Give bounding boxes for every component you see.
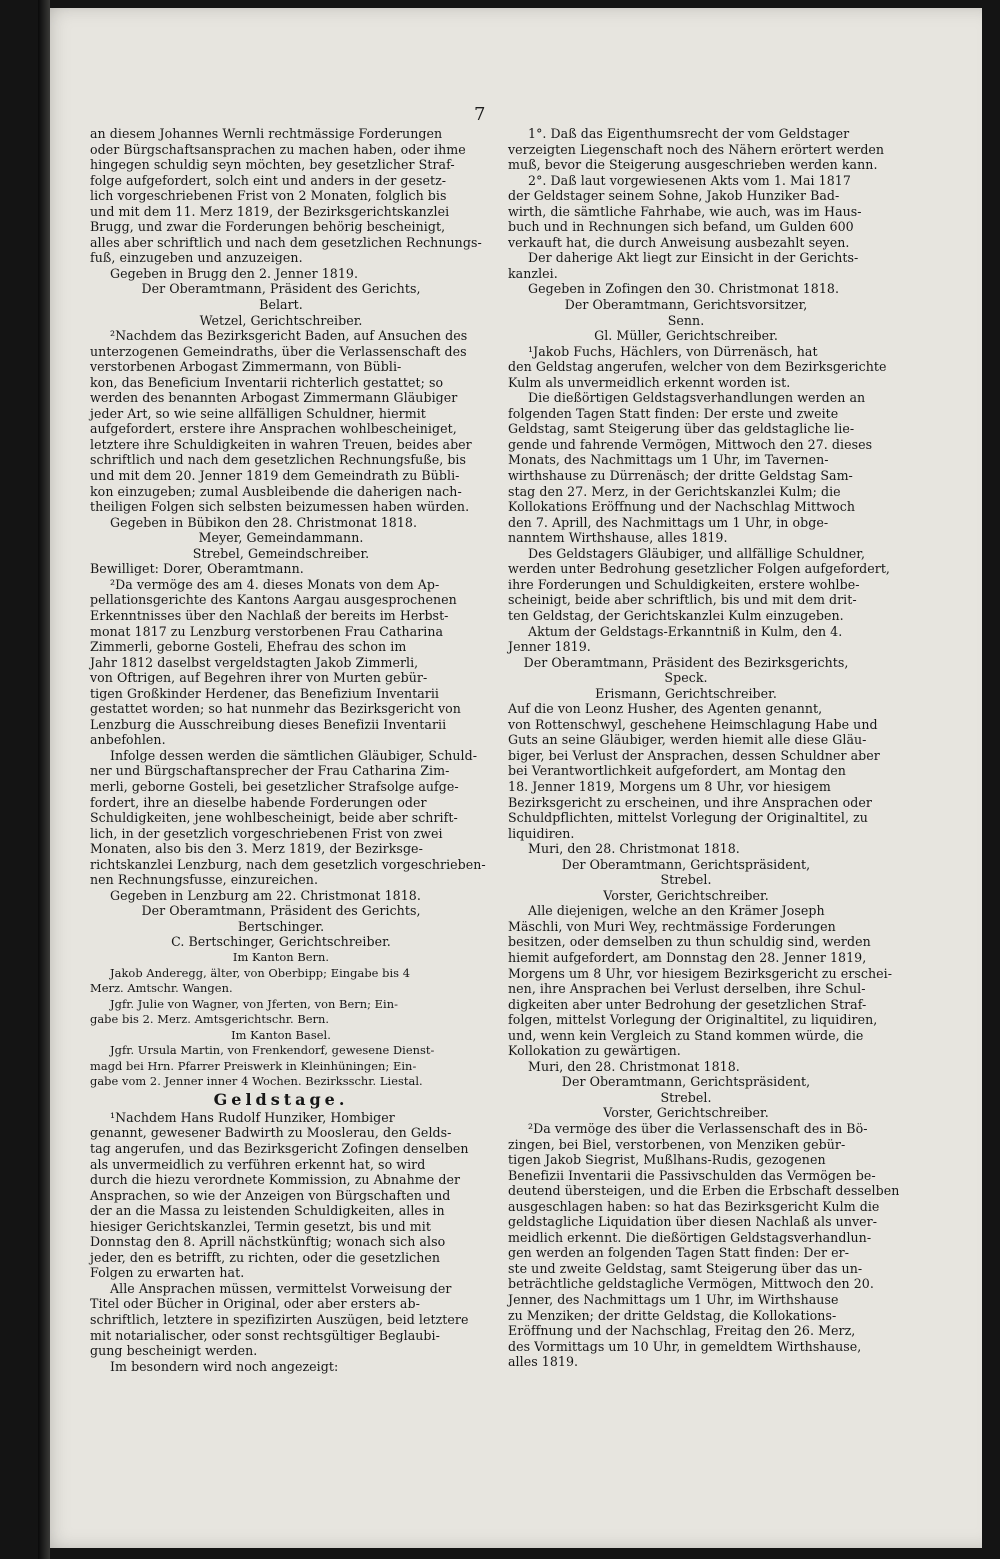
right-column-line: Muri, den 28. Christmonat 1818. [528,841,740,857]
left-column-line: Bertschinger. [237,918,325,934]
left-column-line: tag angerufen, und das Bezirksgericht Zofingen denselben [90,1141,469,1156]
left-column-line: werden des benannten Arbogast Zimmermann Gläubiger [90,390,458,406]
right-column-line: Bezirksgericht zu erscheinen, und ihre Ansprachen oder [508,794,872,810]
right-column-line: Alle diejenigen, welche an den Krämer Joseph [528,903,825,919]
right-column-line: zingen, bei Biel, verstorbenen, von Menziken gebür- [508,1136,846,1152]
left-column-line: Im besondern wird noch angezeigt: [110,1358,339,1374]
right-column-line: der Geldstager seinem Sohne, Jakob Hunziker Bad- [508,188,840,204]
right-column-line: nanntem Wirthshause, alles 1819. [508,530,728,546]
right-column-line: Des Geldstagers Gläubiger, und allfällige Schuldner, [528,545,866,561]
left-column-line: Brugg, und zwar die Forderungen behörig bescheinigt, [90,219,446,235]
left-column-line: lich, in der gesetzlich vorgeschriebenen Frist von zwei [90,825,443,841]
left-column-line: Bewilliget: Dorer, Oberamtmann. [90,561,304,577]
right-column-line: den Geldstag angerufen, welcher von dem Bezirksgerichte [508,359,887,375]
right-column-line: verzeigten Liegenschaft noch des Nähern erörtert werden [508,141,885,157]
left-column-line: Zimmerli, geborne Gosteli, Ehefrau des schon im [90,639,407,655]
right-column-line: folgen, mittelst Vorlegung der Originaltitel, zu liquidiren, [508,1012,878,1028]
left-column-line: Der Oberamtmann, Präsident des Gerichts, [141,903,421,919]
left-column-line: folge aufgefordert, solch eint und anders in der gesetz- [90,172,447,188]
right-column-line: Benefizii Inventarii die Passivschulden das Vermögen be- [508,1167,876,1183]
right-column-line: des Vormittags um 10 Uhr, in gemeldtem Wirthshause, [508,1338,862,1354]
right-column-line: Muri, den 28. Christmonat 1818. [528,1058,740,1074]
right-column-line: Speck. [664,670,708,686]
left-column-line: Meyer, Gemeindammann. [198,530,364,546]
right-column-line: 18. Jenner 1819, Morgens um 8 Uhr, vor hiesigem [508,778,831,794]
right-column-line: Jenner 1819. [508,639,591,655]
left-column-line: ²Nachdem das Bezirksgericht Baden, auf Ansuchen des [110,328,468,344]
left-column-line: Jahr 1812 daselbst vergeldstagten Jakob Zimmerli, [90,654,419,670]
left-column-line: an diesem Johannes Wernli rechtmässige Forderungen [90,126,443,141]
right-column-line: Vorster, Gerichtschreiber. [603,1105,769,1121]
right-column-line: ten Geldstag, der Gerichtskanzlei Kulm einzugeben. [508,607,844,623]
right-column-line: buch und in Rechnungen sich befand, um Gulden 600 [508,219,854,235]
left-column-line: ²Da vermöge des am 4. dieses Monats von dem Ap- [110,576,440,592]
left-column-line: Jgfr. Ursula Martin, von Frenkendorf, gewesene Dienst- [110,1043,435,1058]
left-column-line: ner und Bürgschaftansprecher der Frau Catharina Zim- [90,763,450,779]
left-column-line: Im Kanton Bern. [232,949,330,964]
left-column-line: monat 1817 zu Lenzburg verstorbenen Frau Catharina [90,623,444,639]
left-column-line: nen Rechnungsfusse, einzureichen. [90,872,319,888]
left-column-line: genannt, gewesener Badwirth zu Mooslerau, den Gelds- [90,1125,452,1141]
right-column-line: ²Da vermöge des über die Verlassenschaft des in Bö- [528,1121,868,1136]
right-column-line: Strebel. [660,872,712,888]
left-column-line: aufgefordert, erstere ihre Ansprachen wohlbescheiniget, [90,421,457,437]
left-column-line: Im Kanton Basel. [231,1027,331,1042]
right-column-line: Der Oberamtmann, Gerichtspräsident, [561,856,811,872]
right-column-line: alles 1819. [508,1354,579,1370]
left-column-line: kon, das Beneficium Inventarii richterlich gestattet; so [90,374,444,390]
left-column-line: Jakob Anderegg, älter, von Oberbipp; Eingabe bis 4 [110,965,411,980]
left-column-line: fordert, ihre an dieselbe habende Forderungen oder [90,794,427,810]
right-column-line: Vorster, Gerichtschreiber. [603,887,769,903]
right-column-line: Guts an seine Gläubiger, werden hiemit alle diese Gläu- [508,732,867,748]
left-column-line: gabe vom 2. Jenner inner 4 Wochen. Bezirksschr. Liestal. [90,1074,423,1089]
right-column-line: stag den 27. Merz, in der Gerichtskanzlei Kulm; die [508,483,841,499]
left-column-line: und mit dem 20. Jenner 1819 dem Gemeindrath zu Bübli- [90,468,460,484]
right-column-line: ¹Jakob Fuchs, Hächlers, von Dürrenäsch, hat [528,343,818,359]
left-column-line: Wetzel, Gerichtschreiber. [199,312,363,328]
left-column-line: Merz. Amtschr. Wangen. [90,981,233,996]
left-column-line: Jgfr. Julie von Wagner, von Jferten, von Bern; Ein- [110,996,399,1011]
left-column-line: C. Bertschinger, Gerichtschreiber. [171,934,391,950]
right-column-line: gende und fahrende Vermögen, Mittwoch den 27. dieses [508,436,873,452]
left-column-line: Der Oberamtmann, Präsident des Gerichts, [141,281,421,297]
right-column-line: Jenner, des Nachmittags um 1 Uhr, im Wirthshause [508,1292,839,1308]
right-column-line: digkeiten aber unter Bedrohung der gesetzlichen Straf- [508,996,867,1012]
left-column-line: kon einzugeben; zumal Ausbleibende die daherigen nach- [90,483,462,499]
left-column-line: anbefohlen. [90,732,166,748]
left-column-line: durch die hiezu verordnete Kommission, zu Abnahme der [90,1172,461,1188]
right-column-line: Geldstag, samt Steigerung über das geldstagliche lie- [508,421,855,437]
left-column-line: Erkenntnisses über den Nachlaß der bereits im Herbst- [90,607,449,623]
left-column-line: Folgen zu erwarten hat. [90,1265,245,1281]
left-column-line: gestattet worden; so hat nunmehr das Bezirksgericht von [90,701,461,717]
left-column-line: unterzogenen Gemeindraths, über die Verlassenschaft des [90,343,467,359]
right-column-line: biger, bei Verlust der Ansprachen, dessen Schuldner aber [508,747,880,763]
left-column-line: tigen Großkinder Herdener, das Benefizium Inventarii [90,685,440,701]
left-column-line: theiligen Folgen sich selbsten beizumessen haben würden. [90,499,470,515]
right-column-line: Auf die von Leonz Husher, des Agenten genannt, [508,701,823,717]
right-column-line: Aktum der Geldstags-Erkanntniß in Kulm, den 4. [528,623,843,639]
right-column-line: Kollokation zu gewärtigen. [508,1043,681,1059]
left-column-line: Strebel, Gemeindschreiber. [192,545,370,561]
left-column-line: magd bei Hrn. Pfarrer Preiswerk in Kleinhüningen; Ein- [90,1058,417,1073]
left-column-line: Gegeben in Lenzburg am 22. Christmonat 1818. [110,887,421,903]
right-column-line: muß, bevor die Steigerung ausgeschrieben werden kann. [508,157,878,173]
left-column-line: ¹Nachdem Hans Rudolf Hunziker, Hombiger [110,1109,395,1125]
right-column [508,126,900,1370]
right-column-line: Kollokations Eröffnung und der Nachschlag Mittwoch [508,499,856,515]
left-column-line: Alle Ansprachen müssen, vermittelst Vorweisung der [110,1280,452,1296]
left-column-line: lich vorgeschriebenen Frist von 2 Monaten, folglich bis [90,188,447,204]
right-column-line: Strebel. [660,1089,712,1105]
right-column-line: deutend übersteigen, und die Erben die Erbschaft desselben [508,1183,900,1199]
left-column-line: richtskanzlei Lenzburg, nach dem gesetzlich vorgeschrieben- [90,856,486,872]
left-column-line: und mit dem 11. Merz 1819, der Bezirksgerichtskanzlei [90,203,450,219]
left-column-line: hingegen schuldig seyn möchten, bey gesetzlicher Straf- [90,157,455,173]
left-column-line: Belart. [259,297,303,313]
right-column-line: beträchtliche geldstagliche Vermögen, Mittwoch den 20. [508,1276,874,1292]
right-column-line: 2°. Daß laut vorgewiesenen Akts vom 1. Mai 1817 [528,172,851,188]
left-column-line: der an die Massa zu leistenden Schuldigkeiten, alles in [90,1203,445,1219]
right-column-line: Morgens um 8 Uhr, vor hiesigem Bezirksgericht zu erschei- [508,965,893,981]
right-column-line: Erismann, Gerichtschreiber. [595,685,777,701]
binding-fold [38,0,50,1559]
right-column-line: Der Oberamtmann, Gerichtsvorsitzer, [564,297,808,313]
right-column-line: besitzen, oder demselben zu thun schuldig sind, werden [508,934,871,950]
right-column-line: und, wenn kein Vergleich zu Stand kommen würde, die [508,1027,864,1043]
right-column-line: liquidiren. [508,825,575,841]
right-column-line: bei Verantwortlichkeit aufgefordert, am Montag den [508,763,846,779]
right-column-line: folgenden Tagen Statt finden: Der erste und zweite [508,405,839,421]
right-column-line: Kulm als unvermeidlich erkennt worden ist. [508,374,791,390]
right-column-line: von Rottenschwyl, geschehene Heimschlagung Habe und [508,716,878,732]
left-column-line: Ansprachen, so wie der Anzeigen von Bürgschaften und [90,1187,451,1203]
right-column-line: ihre Forderungen und Schuldigkeiten, erstere wohlbe- [508,576,860,592]
right-column-line: verkauft hat, die durch Anweisung ausbezahlt seyen. [508,234,850,250]
left-column-line: alles aber schriftlich und nach dem gesetzlichen Rechnungs- [90,234,482,250]
right-column-line: den 7. Aprill, des Nachmittags um 1 Uhr, in obge- [508,514,829,530]
right-column-line: Der daherige Akt liegt zur Einsicht in der Gerichts- [528,250,859,266]
left-column-line: als unvermeidlich zu verführen erkennt hat, so wird [90,1156,426,1172]
right-column-line: ste und zweite Geldstag, samt Steigerung über das un- [508,1260,863,1276]
right-column-line: wirth, die sämtliche Fahrhabe, wie auch, was im Haus- [508,203,862,219]
left-column-line: letztere ihre Schuldigkeiten in wahren Treuen, beides aber [90,436,472,452]
right-column-line: Senn. [667,312,705,328]
left-column-line: Infolge dessen werden die sämtlichen Gläubiger, Schuld- [110,747,478,763]
left-column-line: schriftlich und nach dem gesetzlichen Rechnungsfuße, bis [90,452,467,468]
left-column-line: schriftlich, letztere in spezifizirten Auszügen, beid letztere [90,1312,469,1328]
right-column-line: Der Oberamtmann, Gerichtspräsident, [561,1074,811,1090]
left-column [90,126,486,1374]
left-column-line: von Oftrigen, auf Begehren ihrer von Murten gebür- [90,670,428,686]
left-column-line: verstorbenen Arbogast Zimmermann, von Bübli- [90,359,402,375]
right-column-line: geldstagliche Liquidation über diesen Nachlaß als unver- [508,1214,878,1230]
right-column-line: tigen Jakob Siegrist, Mußlhans-Rudis, gezogenen [508,1152,826,1168]
left-column-line: Schuldigkeiten, jene wohlbescheinigt, beide aber schrift- [90,810,458,826]
right-column-line: nen, ihre Ansprachen bei Verlust derselben, ihre Schul- [508,981,866,997]
left-column-line: gung bescheinigt werden. [90,1343,258,1359]
right-column-line: werden unter Bedrohung gesetzlicher Folgen aufgefordert, [508,561,890,577]
right-column-line: scheinigt, beide aber schriftlich, bis und mit dem drit- [508,592,857,608]
left-column-line: merli, geborne Gosteli, bei gesetzlicher Strafsolge aufge- [90,778,459,794]
left-column-line: pellationsgerichte des Kantons Aargau ausgesprochenen [90,592,457,608]
left-column-line: Monaten, also bis den 3. Merz 1819, der Bezirksge- [90,841,423,857]
right-column-line: zu Menziken; der dritte Geldstag, die Kollokations- [508,1307,837,1323]
right-column-line: Gl. Müller, Gerichtschreiber. [594,328,778,344]
right-column-line: Die dießörtigen Geldstagsverhandlungen werden an [528,390,866,406]
right-column-line: Gegeben in Zofingen den 30. Christmonat 1818. [528,281,840,297]
left-column-line: fuß, einzugeben und anzuzeigen. [90,250,303,266]
right-column-line: Schuldpflichten, mittelst Vorlegung der Originaltitel, zu [508,810,868,826]
right-column-line: Monats, des Nachmittags um 1 Uhr, im Tavernen- [508,452,829,468]
left-column-line: jeder Art, so wie seine allfälligen Schuldner, hiermit [90,405,426,421]
page-number: 7 [474,104,486,125]
right-column-line: gen werden an folgenden Tagen Statt finden: Der er- [508,1245,850,1261]
left-column-line: oder Bürgschaftsansprachen zu machen haben, oder ihme [90,141,466,157]
right-column-line: ausgeschlagen haben: so hat das Bezirksgericht Kulm die [508,1198,880,1214]
left-column-line: Titel oder Bücher in Original, oder aber ersters ab- [90,1296,420,1312]
right-column-line: meidlich erkennt. Die dießörtigen Geldstagsverhandlun- [508,1229,872,1245]
left-column-line: Gegeben in Bübikon den 28. Christmonat 1818. [110,514,418,530]
right-column-line: kanzlei. [508,265,558,281]
right-column-line: Eröffnung und der Nachschlag, Freitag den 26. Merz, [508,1323,856,1339]
right-column-line: Mäschli, von Muri Wey, rechtmässige Forderungen [508,918,836,934]
right-column-line: Der Oberamtmann, Präsident des Bezirksgerichts, [523,654,849,670]
left-column-line: Geldstage. [213,1089,349,1109]
left-column-line: Donnstag den 8. Aprill nächstkünftig; wonach sich also [90,1234,446,1250]
left-column-line: hiesiger Gerichtskanzlei, Termin gesetzt, bis und mit [90,1218,431,1234]
left-column-line: Lenzburg die Ausschreibung dieses Benefizii Inventarii [90,716,447,732]
right-column-line: wirthshause zu Dürrenäsch; der dritte Geldstag Sam- [508,468,853,484]
left-column-line: jeder, den es betrifft, zu richten, oder die gesetzlichen [90,1249,441,1265]
left-column-line: mit notarialischer, oder sonst rechtsgültiger Beglaubi- [90,1327,440,1343]
left-column-line: Gegeben in Brugg den 2. Jenner 1819. [110,265,359,281]
right-column-line: 1°. Daß das Eigenthumsrecht der vom Geldstager [528,126,850,141]
right-column-line: hiemit aufgefordert, am Donnstag den 28. Jenner 1819, [508,949,867,965]
left-column-line: gabe bis 2. Merz. Amtsgerichtschr. Bern. [90,1012,330,1027]
